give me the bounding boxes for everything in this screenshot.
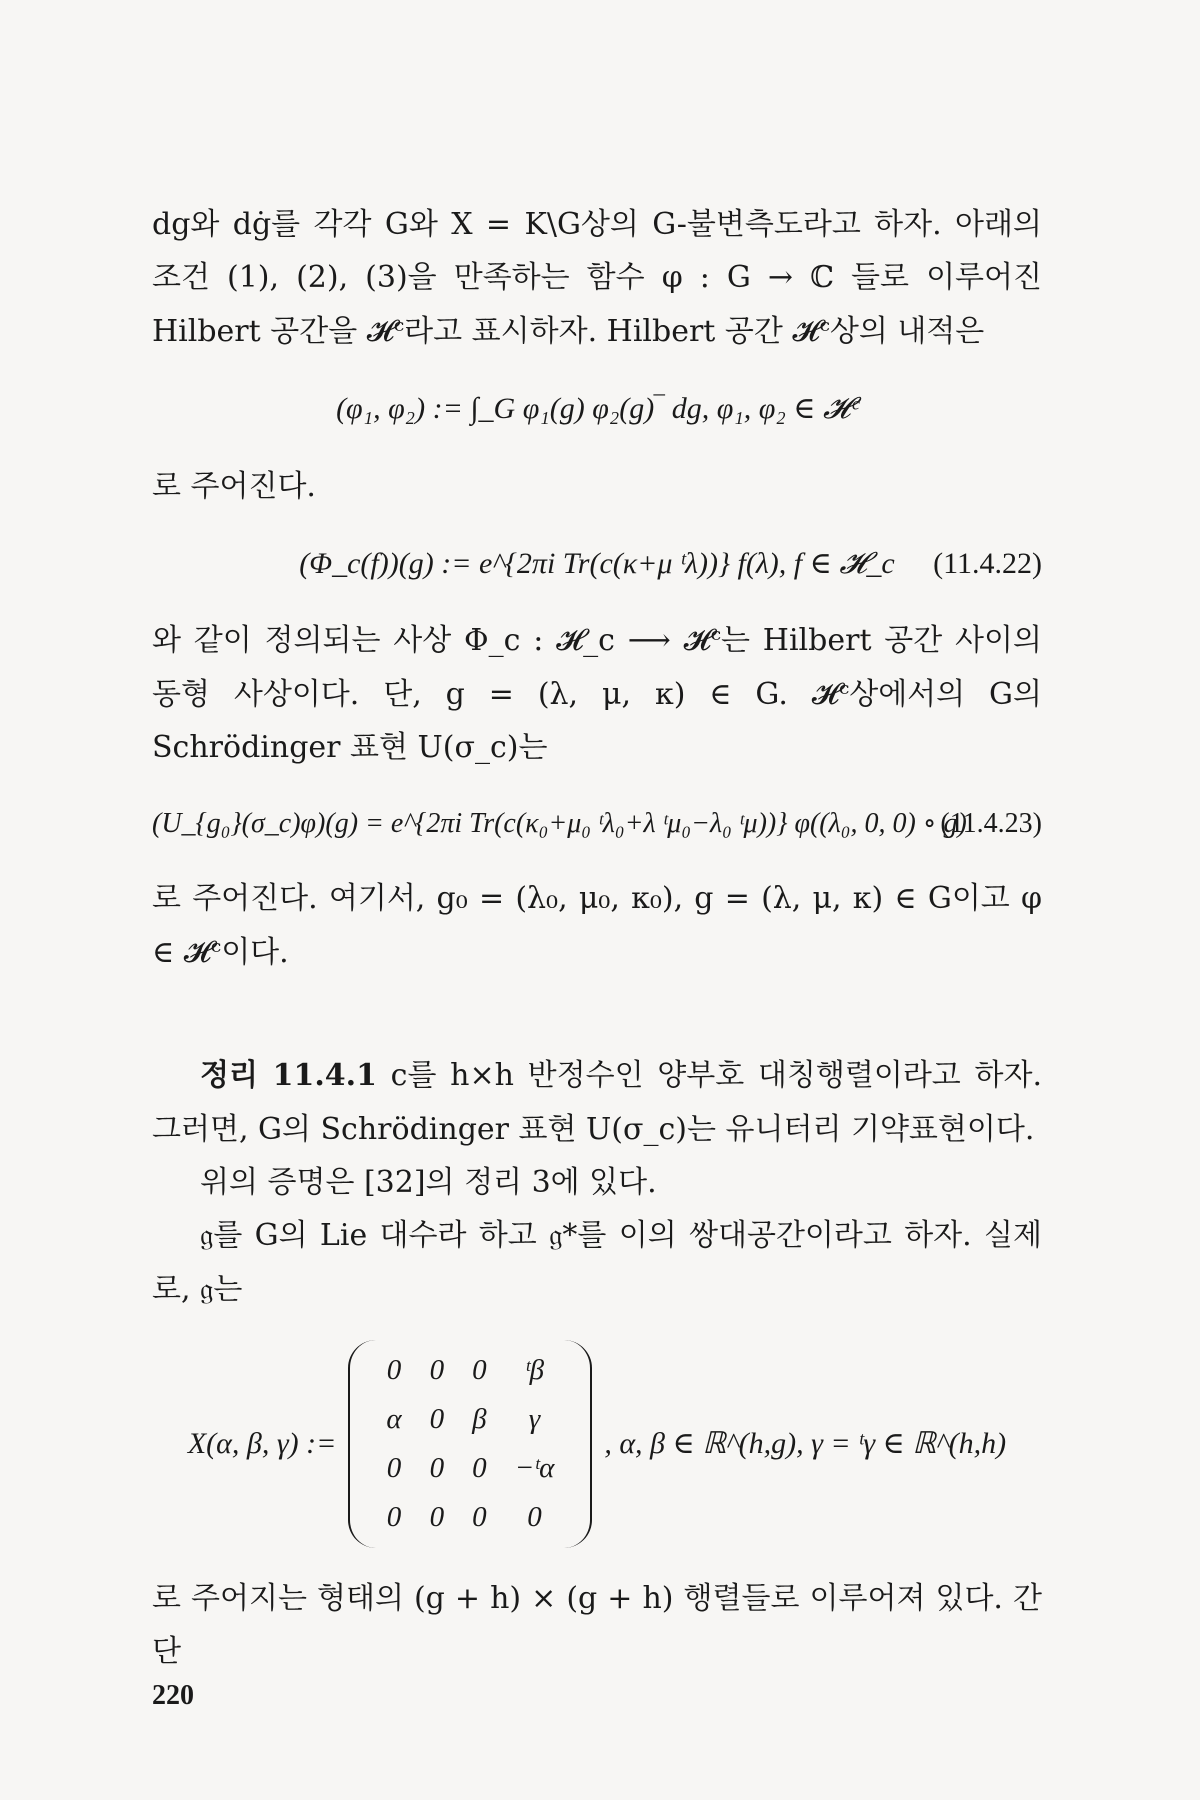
matrix-cell: 0 [527,1500,542,1533]
matrix-cell: 0 [472,1354,487,1387]
paragraph-matrices: 로 주어지는 형태의 (g + h) × (g + h) 행렬들로 이루어져 있다. 간단 [152,1580,1042,1670]
equation-11-4-22 [152,537,1042,590]
paragraph-measures: dg와 dġ를 각각 G와 X = K\G상의 G-불변측도라고 하자. 아래의 조건 (1), (2), (3)을 만족하는 함수 φ : G → ℂ 들로 이루어진 Hilbert 공간을 𝓗ᶜ라고 표시하자. Hilbert 공간 𝓗ᶜ상의 내적은 [152,207,1042,349]
matrix-row-4 [372,1493,568,1542]
matrix-cell: ᵗβ [524,1354,545,1387]
matrix-cell: α [386,1403,402,1436]
equation-11-4-22-text: (Φ_c(f))(g) := e^{2πi Tr(c(κ+μ ᵗλ))} f(λ), f ∈ 𝓗_c [299,546,895,580]
matrix-cell: 0 [472,1451,487,1484]
matrix-cell: 0 [429,1451,445,1484]
theorem-text: c를 h×h 반정수인 양부호 대칭행렬이라고 하자. 그러면, G의 Schrödinger 표현 U(σ_c)는 유니터리 기약표현이다. [152,1058,1042,1147]
equation-11-4-23-text: (U_{g₀}(σ_c)φ)(g) = e^{2πi Tr(c(κ₀+μ₀ ᵗλ₀+λ ᵗμ₀−λ₀ ᵗμ))} φ((λ₀, 0, 0) ∘ g) [152,807,967,839]
matrix-cell: 0 [429,1500,445,1533]
page-body [152,198,1042,1679]
paragraph-isomorphism: 와 같이 정의되는 사상 Φ_c : 𝓗_c ⟶ 𝓗ᶜ는 Hilbert 공간 사이의 동형 사상이다. 단, g = (λ, μ, κ) ∈ G. 𝓗ᶜ상에서의 G의 Schrödinger 표현 U(σ_c)는 [152,623,1042,766]
equation-11-4-23 [152,799,1042,849]
matrix-cell: γ [528,1403,541,1436]
matrix-cell: 0 [386,1354,402,1387]
matrix-cell: 0 [429,1403,445,1436]
equation-inner-product [152,382,1042,435]
paragraph-where: 로 주어진다. 여기서, g₀ = (λ₀, μ₀, κ₀), g = (λ, μ, κ) ∈ G이고 φ ∈ 𝓗ᶜ이다. [152,881,1042,970]
matrix-cell: 0 [386,1451,402,1484]
page-number: 220 [152,1680,194,1711]
matrix [348,1340,592,1548]
matrix-cell: 0 [472,1500,487,1533]
matrix-lhs: X(α, β, γ) := [187,1427,337,1461]
paragraph-lie-algebra: 𝔤를 G의 Lie 대수라 하고 𝔤*를 이의 쌍대공간이라고 하자. 실제로, 𝔤는 [152,1218,1042,1307]
matrix-row-2 [372,1395,568,1444]
matrix-row-3 [372,1444,568,1493]
equation-inner-product-text: (φ₁, φ₂) := ∫_G φ₁(g) φ₂(g)‾ dg, φ₁, φ₂ ∈ 𝓗ᶜ [336,392,858,426]
equation-number: (11.4.22) [933,546,1042,580]
matrix-cell: 0 [386,1500,402,1533]
matrix-equation [152,1340,1042,1548]
matrix-table [372,1346,568,1542]
theorem-label: 정리 11.4.1 [200,1058,377,1094]
paragraph-given: 로 주어진다. [152,468,316,504]
matrix-cell: 0 [429,1354,445,1387]
matrix-row-1 [372,1346,568,1395]
equation-number: (11.4.23) [940,807,1042,839]
matrix-rhs: , α, β ∈ ℝ^(h,g), γ = ᵗγ ∈ ℝ^(h,h) [604,1427,1007,1461]
matrix-cell: −ᵗα [514,1451,555,1484]
matrix-cell: β [472,1403,487,1436]
theorem-11-4-1 [152,1049,1042,1156]
paragraph-proof-ref: 위의 증명은 [32]의 정리 3에 있다. [200,1164,657,1200]
